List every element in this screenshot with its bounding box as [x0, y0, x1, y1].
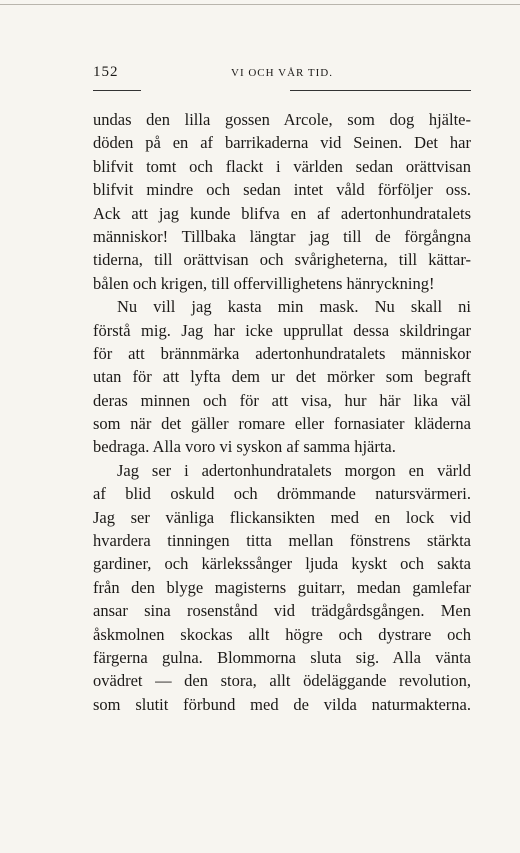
- text-line: deras minnen och för att visa, hur här lika väl: [93, 390, 471, 410]
- text-line: döden på en af barrikaderna vid Seinen. Det har: [93, 133, 471, 153]
- page-header: [93, 64, 471, 84]
- body-text: [93, 108, 471, 716]
- running-head: VI OCH VÅR TID.: [231, 67, 333, 79]
- text-line: bedraga. Alla voro vi syskon af samma hjärta.: [93, 437, 396, 457]
- header-rule-right: [290, 90, 471, 91]
- text-line: för att brännmärka adertonhundratalets människor: [93, 343, 471, 363]
- text-line: förstå mig. Jag har icke upprullat dessa skildringar: [93, 320, 471, 340]
- text-line: tiderna, till orättvisan och svårigheterna, till kättar-: [93, 250, 471, 270]
- text-line: hvardera tinningen titta mellan fönstrens stärkta: [93, 531, 471, 551]
- text-line: Jag ser i adertonhundratalets morgon en värld: [117, 460, 471, 480]
- text-line: Nu vill jag kasta min mask. Nu skall ni: [117, 297, 471, 317]
- text-line: Ack att jag kunde blifva en af adertonhundratalets: [93, 203, 471, 223]
- text-line: Jag ser vänliga flickansikten med en lock vid: [93, 507, 471, 527]
- header-rule-left: [93, 90, 141, 91]
- text-line: utan för att lyfta dem ur det mörker som begraft: [93, 367, 471, 387]
- text-line: blifvit mindre och sedan intet våld förföljer oss.: [93, 180, 471, 200]
- page-number: 152: [93, 64, 119, 80]
- text-line: blifvit tomt och flackt i världen sedan orättvisan: [93, 156, 471, 176]
- text-line: färgerna gulna. Blommorna sluta sig. Alla vänta: [93, 647, 471, 667]
- text-line: som när det gäller romare eller fornasiater kläderna: [93, 414, 471, 434]
- text-line: människor! Tillbaka längtar jag till de förgångna: [93, 226, 471, 246]
- text-line: åskmolnen skockas allt högre och dystrare och: [93, 624, 471, 644]
- page-top-edge: [0, 4, 520, 5]
- text-line: från den blyge magisterns guitarr, medan gamlefar: [93, 577, 471, 597]
- text-line: undas den lilla gossen Arcole, som dog hjälte-: [93, 110, 471, 129]
- text-line: af blid oskuld och drömmande natursvärmeri.: [93, 484, 471, 504]
- text-line: ansar sina rosenstånd vid trädgårdsgången. Men: [93, 601, 471, 621]
- text-line: gardiner, och kärlekssånger ljuda kyskt och sakta: [93, 554, 471, 574]
- text-line: som slutit förbund med de vilda naturmakterna.: [93, 694, 471, 714]
- text-line: ovädret — den stora, allt ödeläggande revolution,: [93, 671, 471, 691]
- text-line: bålen och krigen, till offervillighetens hänryckning!: [93, 273, 435, 293]
